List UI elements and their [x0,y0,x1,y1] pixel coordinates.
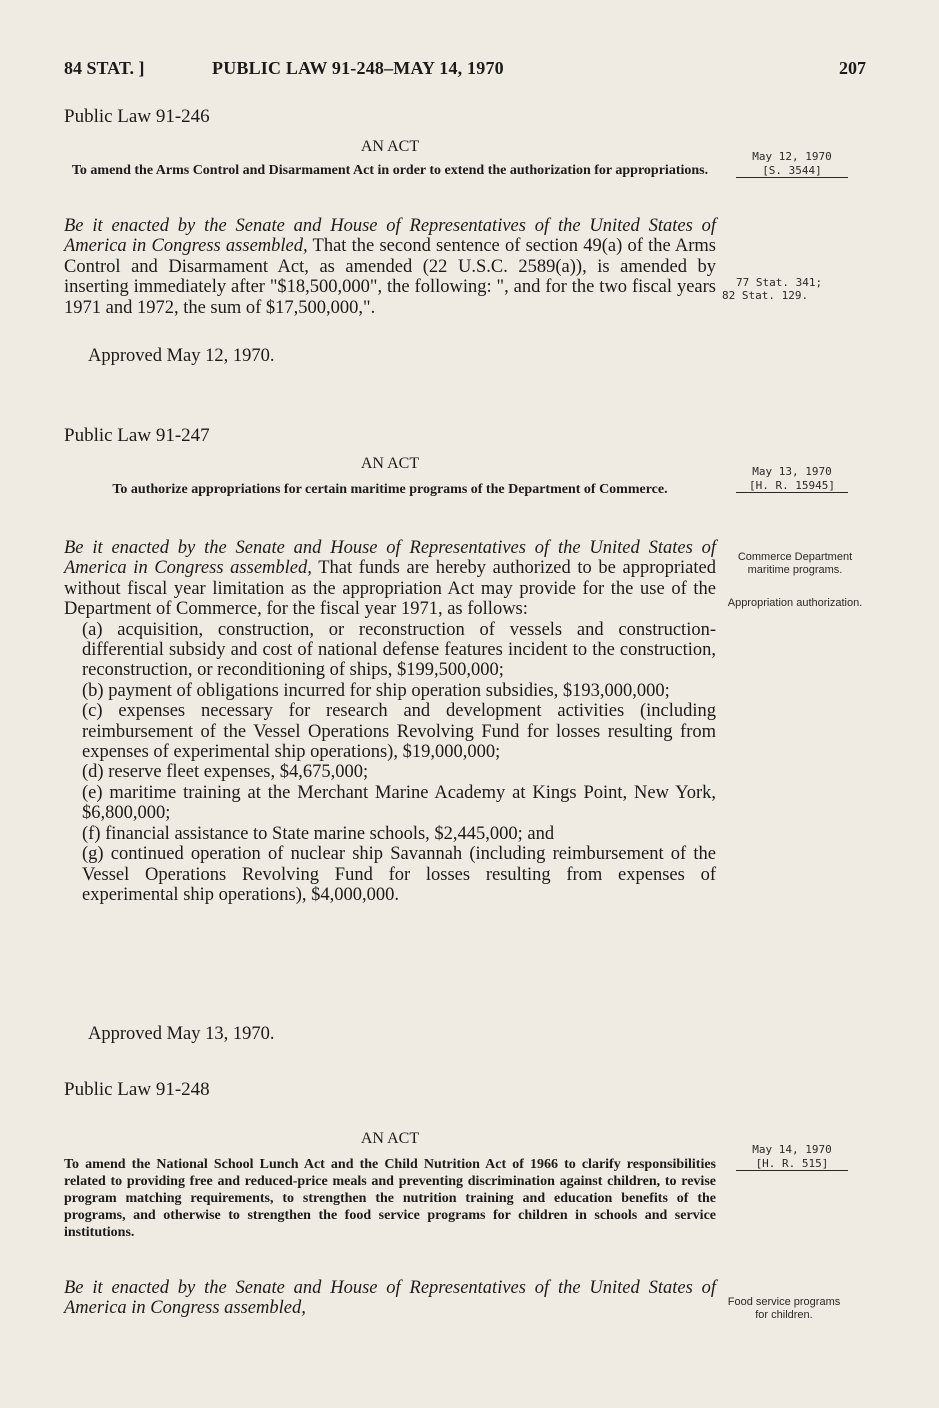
page-number: 207 [839,58,866,78]
volume-reference: 84 STAT. ] [64,58,145,78]
act-heading: AN ACT [360,1130,420,1147]
appropriation-item: (a) acquisition, construction, or reconstruction of vessels and construction-differential subsidy and cost of national defense features incident to the construction, reconstruction, or reconditioning of ships, $199,500,000; [82,619,716,681]
act-body [64,216,716,318]
appropriation-item: (d) reserve fleet expenses, $4,675,000; [82,762,369,783]
citation-line-2: 82 Stat. 129. [722,289,809,302]
law-title-91-247: Public Law 91-247 [64,425,210,446]
approval-date: Approved May 12, 1970. [88,346,275,366]
margin-enactment-date [736,150,848,178]
appropriation-item: (f) financial assistance to State marine schools, $2,445,000; and [82,823,555,844]
appropriation-item: (g) continued operation of nuclear ship Savannah (including reimbursement of the Vessel Operations Revolving Fund for losses resulting from expenses of experimental ship operations), $4,000,000. [82,844,716,905]
margin-citation [722,276,862,302]
act-heading: AN ACT [360,138,420,155]
act-purpose: To amend the Arms Control and Disarmament Act in order to extend the authorization for appropriations. [71,163,709,178]
appropriation-item: (c) expenses necessary for research and development activities (including reimbursement of the Vessel Operations Revolving Fund for losses resulting from expenses of experimental ship operations), $19,000,000; [82,701,716,763]
appropriation-item: (e) maritime training at the Merchant Marine Academy at Kings Point, New York, $6,800,000; [82,782,716,824]
act-body [64,538,716,905]
margin-note: Appropriation authorization. [727,597,863,609]
law-title-91-246: Public Law 91-246 [64,106,210,127]
appropriation-item: (b) payment of obligations incurred for ship operation subsidies, $193,000,000; [82,680,670,701]
margin-note: Food service programs for children. [727,1296,841,1321]
running-header [64,58,864,82]
margin-bill-number: [H. R. 515] [736,1157,848,1171]
margin-date-text: May 12, 1970 [752,150,832,163]
act-body [64,1278,716,1319]
act-heading: AN ACT [360,455,420,472]
approval-date: Approved May 13, 1970. [88,1024,275,1044]
enacting-clause: Be it enacted by the Senate and House of Representatives of the United States of America in Congress assembled, [64,216,716,257]
body-text: That funds are hereby authorized to be appropriated without fiscal year limitation as the appropriation Act may provide for the use of the Department of Commerce, for the fiscal year 1971, as follows: [64,558,716,620]
act-purpose: To amend the National School Lunch Act and the Child Nutrition Act of 1966 to clarify responsibilities related to providing free and reduced-price meals and preventing discrimination against children, to revise program matching requirements, to strengthen the nutrition training and education benefits of the programs, and otherwise to strengthen the food service programs for children in schools and service institutions. [64,1157,716,1240]
margin-bill-number: [S. 3544] [736,164,848,178]
citation-line-1: 77 Stat. 341; [736,276,823,289]
body-text: That the second sentence of section 49(a) of the Arms Control and Disarmament Act, as amended (22 U.S.C. 2589(a)), is amended by inserting immediately after "$18,500,000", the following: ", and for the two fiscal years 1971 and 1972, the sum of $17,500,000,". [64,236,716,318]
enacting-clause: Be it enacted by the Senate and House of Representatives of the United States of America in Congress assembled, [64,538,716,579]
margin-enactment-date [736,1143,848,1171]
margin-enactment-date [736,465,848,493]
margin-note: Commerce Department maritime programs. [737,551,853,576]
running-title: PUBLIC LAW 91-248–MAY 14, 1970 [212,58,504,78]
margin-date-text: May 13, 1970 [752,465,832,478]
margin-date-text: May 14, 1970 [752,1143,832,1156]
enacting-clause: Be it enacted by the Senate and House of Representatives of the United States of America in Congress assembled, [64,1278,716,1319]
act-purpose: To authorize appropriations for certain maritime programs of the Department of Commerce. [112,482,668,497]
margin-bill-number: [H. R. 15945] [736,479,848,493]
law-title-91-248: Public Law 91-248 [64,1079,210,1100]
